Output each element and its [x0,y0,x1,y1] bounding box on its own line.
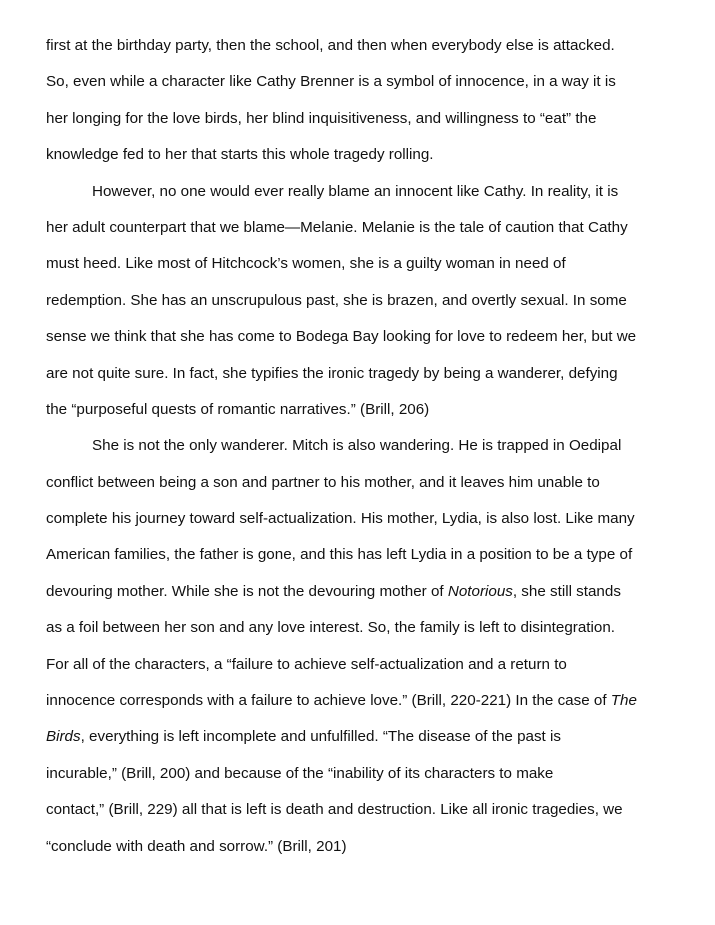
line-text: For all of the characters, a “failure to achieve self-actualization and a return to [46,655,567,673]
line-text: “conclude with death and sorrow.” (Brill, 201) [46,837,347,855]
line-text: her longing for the love birds, her blind inquisitiveness, and willingness to “eat” the [46,109,597,127]
text-line [46,537,666,573]
text-line [46,501,666,537]
line-text: conflict between being a son and partner to his mother, and it leaves him unable to [46,473,600,491]
line-text: She is not the only wanderer. Mitch is also wandering. He is trapped in Oedipal [92,437,622,455]
text-line [46,28,666,64]
line-text: devouring mother. While she is not the devouring mother of [46,582,448,600]
line-text: , she still stands [512,582,621,600]
paragraph-first-line [46,174,666,210]
text-line [46,137,666,173]
line-text: , everything is left incomplete and unfulfilled. “The disease of the past is [80,728,561,746]
line-text: incurable,” (Brill, 200) and because of the “inability of its characters to make [46,764,554,782]
line-text: innocence corresponds with a failure to achieve love.” (Brill, 220-221) In the case of [46,692,611,710]
text-line [46,683,666,719]
line-text: American families, the father is gone, and this has left Lydia in a position to be a type of [46,546,633,564]
line-text: her adult counterpart that we blame—Melanie. Melanie is the tale of caution that Cathy [46,218,628,236]
paragraph-first-line [46,428,666,464]
text-line [46,101,666,137]
text-line [46,719,666,755]
italic-title-text: Notorious [447,582,513,600]
essay-body-text [46,28,666,865]
text-line [46,756,666,792]
line-text: knowledge fed to her that starts this whole tragedy rolling. [46,146,434,164]
text-line [46,465,666,501]
italic-title-text: Birds [46,728,81,746]
text-line [46,574,666,610]
text-line [46,792,666,828]
line-text: However, no one would ever really blame an innocent like Cathy. In reality, it is [92,182,619,200]
text-line [46,210,666,246]
italic-title-text: The [610,692,637,710]
line-text: first at the birthday party, then the school, and then when everybody else is attacked. [46,37,615,54]
text-line [46,64,666,100]
line-text: the “purposeful quests of romantic narratives.” (Brill, 206) [46,400,430,418]
text-line [46,319,666,355]
text-line [46,610,666,646]
line-text: must heed. Like most of Hitchcock’s women, she is a guilty woman in need of [46,255,566,273]
line-text: as a foil between her son and any love interest. So, the family is left to disintegration. [46,619,616,637]
text-line [46,246,666,282]
text-line [46,356,666,392]
line-text: contact,” (Brill, 229) all that is left is death and destruction. Like all ironic tragedies, we [46,801,623,819]
text-line [46,392,666,428]
text-line [46,829,666,865]
line-text: redemption. She has an unscrupulous past, she is brazen, and overtly sexual. In some [46,291,627,309]
line-text: are not quite sure. In fact, she typifies the ironic tragedy by being a wanderer, defying [46,364,618,382]
line-text: complete his journey toward self-actualization. His mother, Lydia, is also lost. Like many [46,510,635,528]
text-line [46,647,666,683]
line-text: sense we think that she has come to Bodega Bay looking for love to redeem her, but we [46,328,637,346]
line-text: So, even while a character like Cathy Brenner is a symbol of innocence, in a way it is [46,73,616,91]
text-line [46,283,666,319]
